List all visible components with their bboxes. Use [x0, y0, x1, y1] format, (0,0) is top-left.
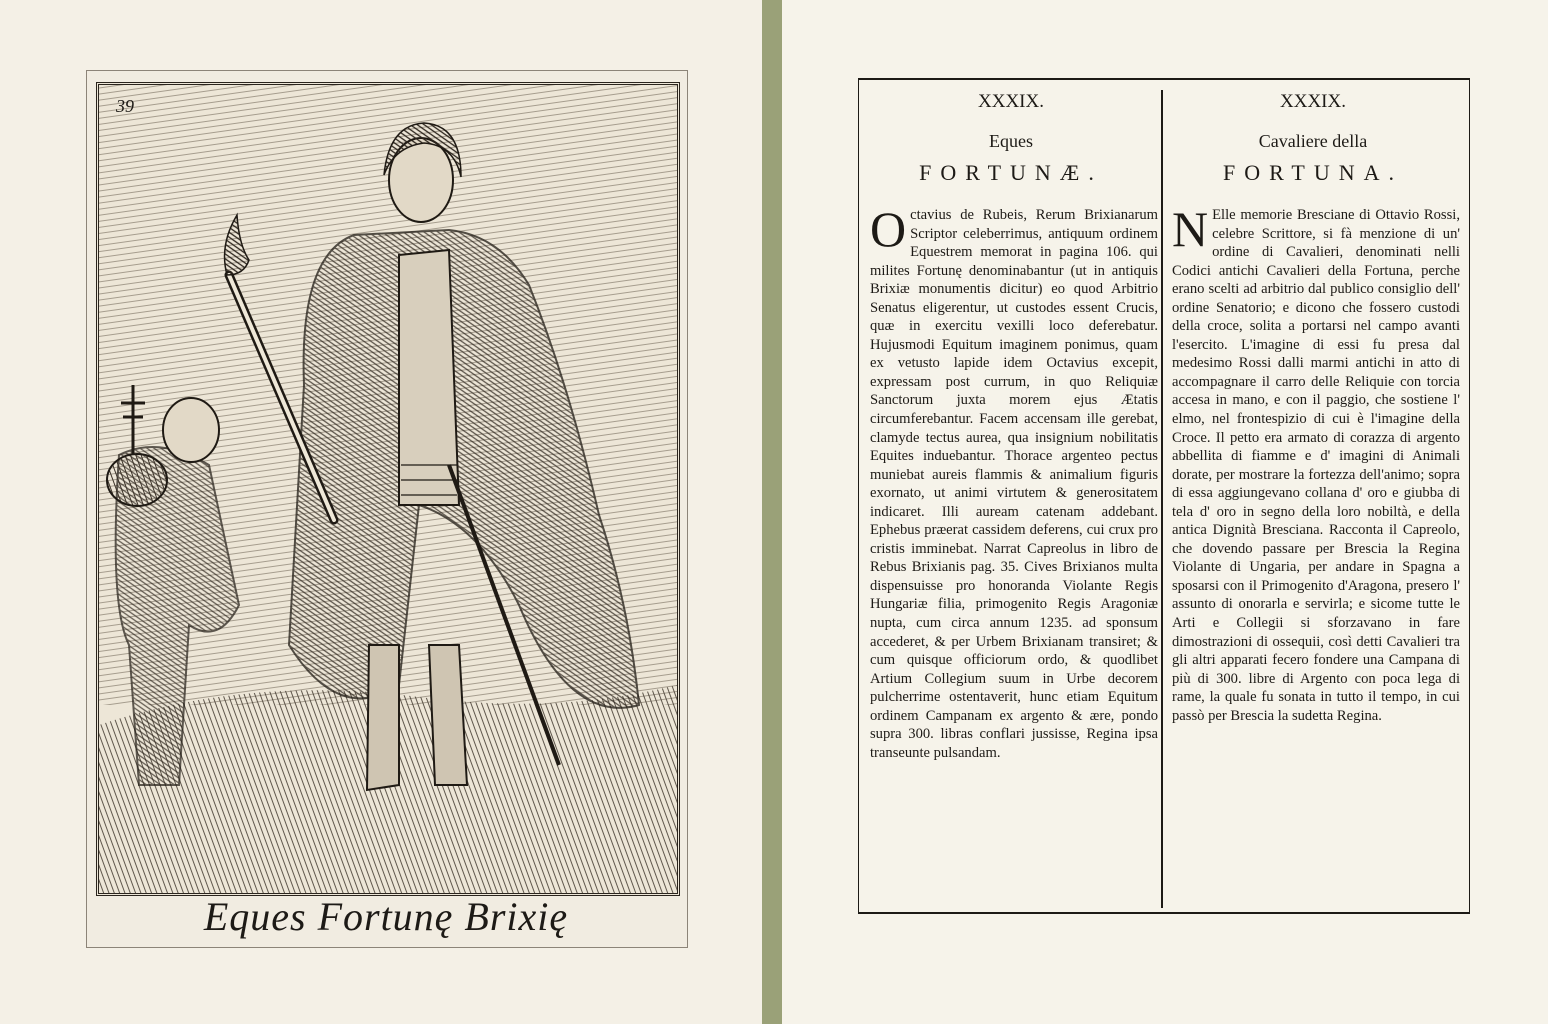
italian-heading	[1168, 82, 1458, 188]
helmet	[107, 454, 167, 506]
latin-paragraph: ctavius de Rubeis, Rerum Brixianarum Scriptor celeberrimus, antiquum ordinem Equestrem memorat in pagina 106. qui milites Fortunę denominabantur (ut in antiquis Brixiæ monumentis dicitur) eo quod Arbitrio Senatus eligerentur, ut custodes essent Crucis, quæ in exercitu vexilli loco deferebatur. Hujusmodi Equitum imaginem ponimus, quam ex vetusto lapide idem Octavius excepit, expressam post currum, in quo Reliquiæ Sanctorum juxta morem ejus Ætatis circumferebantur. Facem accensam ille gerebat, clamyde tectus aurea, qua insignium nobilitatis Equites induebantur. Thorace argenteo pectus muniebat aureis flammis & animalium figuris exornato, ut animi virtutem & generositatem indicaret. Illi auream catenam addebant. Ephebus præerat cassidem deferens, cui crux pro cristis imminebat. Narrat Capreolus in libro de Rebus Brixianis pag. 35. Cives Brixianos multa dispensuisse pro honoranda Violante Regis Hungariæ filia, primogenito Regis Aragoniæ nupta, cum circa annum 1235. ad sponsum accederet, & per Urbem Brixianam transiret; & cum quisque officiorum ordo, & quodlibet Artium Collegium suum in Urbe decorem pulcherrime ostentaverit, hunc etiam Equitum ordinem Campanam ex argento & ære, pondo supra 300. libras conflari jussisse, Regina ipsa transeunte pulsandam.	[870, 207, 1158, 761]
engraving-frame	[96, 82, 680, 896]
italian-paragraph: Elle memorie Bresciane di Ottavio Rossi, celebre Scrittore, si fà menzione di un' ordine di Cavalieri, denominati nelli Codici antichi Cavalieri della Fortuna, perche erano scelti ad arbitrio dal publico consiglio dell' ordine Senatorio; e dicono che fossero custodi della croce, solita a portarsi nel campo avanti l'esercito. L'imagine di essi fu presa dal medesimo Rossi dalli marmi antichi in atto di accompagnare il carro delle Reliquie con torcia accesa in mano, e con il paggio, che sostiene l' elmo, nel frontespizio di cui è l'imagine della Croce. Il petto era armato di corazza di argento abbellita di fiamme e d' imagini di Animali dorate, per mostrare la fortezza dell'animo; sopra di essa aggiungevano collana d' oro e giubba di tela d' oro in segno della loro nobiltà, e della antica Dignità Bresciana. Racconta il Capreolo, che dovendo passare per Brescia la Regina Violante di Ungaria, per andare in Spagna a sposarsi con il Primogenito d'Aragona, presero l' assunto di onorarla e servirla; e sicome tutte le Arti e Collegii si sforzavano in fare dimostrazioni di ossequii, così detti Cavalieri tra gli altri apparati fecero fondere una Campana di più di 300. libre di Argento con poca lega di rame, la quale fu sonata in tutto il tempo, in cui passò per Brescia la sudetta Regina.	[1172, 207, 1460, 724]
latin-subtitle: FORTUNÆ.	[919, 160, 1103, 185]
latin-title: Eques	[989, 131, 1033, 151]
italian-title: Cavaliere della	[1258, 131, 1368, 151]
engraving-caption: Eques Fortunę Brixię	[203, 894, 569, 939]
italian-drop-cap: N	[1172, 201, 1209, 257]
italian-numeral: XXXIX.	[1280, 91, 1346, 112]
latin-body	[870, 201, 1158, 762]
latin-heading	[866, 82, 1156, 188]
italian-subtitle: FORTUNA.	[1222, 160, 1404, 185]
italian-body	[1172, 201, 1460, 725]
latin-drop-cap: O	[870, 201, 907, 257]
plate-number: 39	[116, 96, 134, 116]
column-divider	[1161, 90, 1163, 908]
page-boy-head	[163, 398, 219, 462]
engraving-illustration	[99, 85, 677, 893]
book-gutter	[762, 0, 782, 1024]
latin-numeral: XXXIX.	[978, 91, 1044, 112]
